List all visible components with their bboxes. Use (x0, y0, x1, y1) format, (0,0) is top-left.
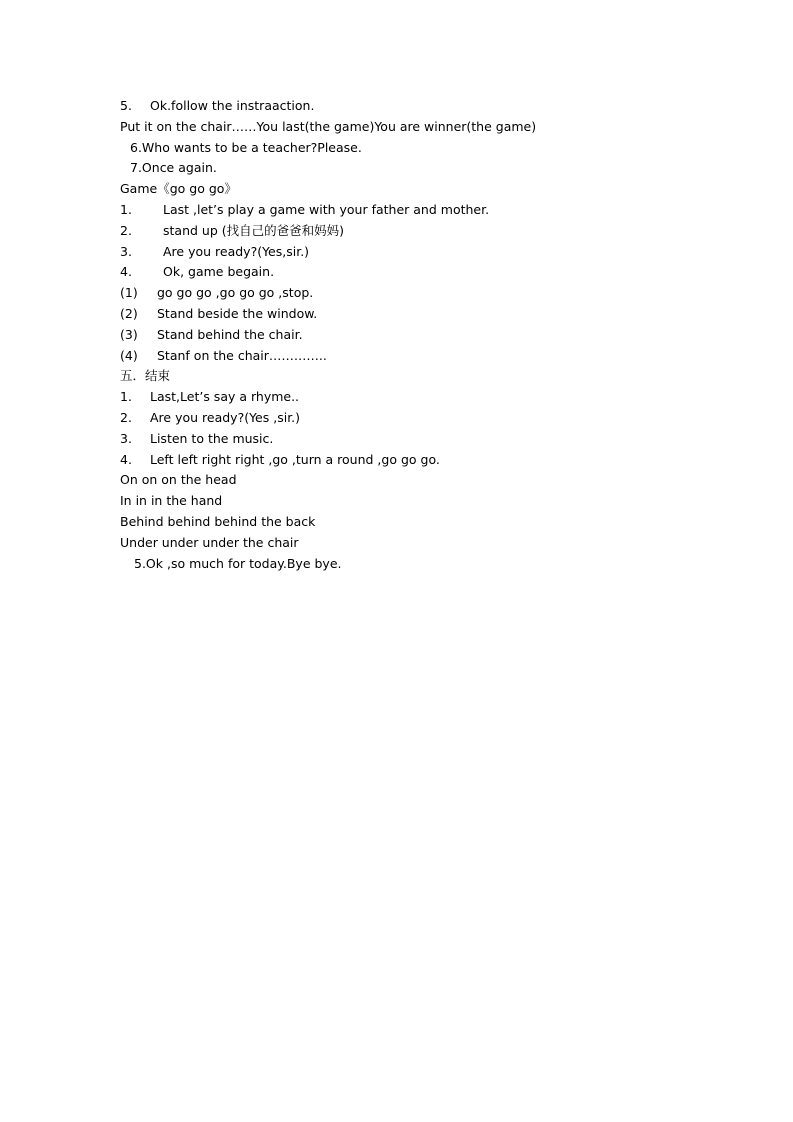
list-text: Stand behind the chair. (157, 326, 303, 342)
ending-step-3 (120, 429, 720, 450)
ending-step-2 (120, 408, 720, 429)
step-5-line (120, 96, 720, 117)
game-step-3 (120, 242, 720, 263)
list-number: (3) (120, 326, 138, 342)
list-number: 3. (120, 243, 132, 259)
rhyme-line-2: In in in the hand (120, 493, 223, 509)
game-step-4 (120, 262, 720, 283)
list-number: 2. (120, 409, 132, 425)
closing-line: 5.Ok ,so much for today.Bye bye. (134, 555, 342, 571)
game-step-2 (120, 221, 720, 242)
ending-step-4 (120, 450, 720, 471)
list-text: Left left right right ,go ,turn a round ,go go go. (150, 451, 440, 467)
step-6-line: 6.Who wants to be a teacher?Please. (130, 139, 362, 155)
list-text: Are you ready?(Yes,sir.) (163, 243, 310, 259)
list-number: (2) (120, 305, 138, 321)
section-heading: 五．结束 (120, 368, 171, 384)
ending-step-1 (120, 387, 720, 408)
list-text: go go go ,go go go ,stop. (157, 285, 314, 301)
list-number: 5. (120, 98, 132, 113)
rhyme-line-3: Behind behind behind the back (120, 513, 316, 529)
document-body (120, 96, 720, 574)
list-text: Listen to the music. (150, 430, 274, 446)
list-text: Ok, game begain. (163, 264, 275, 280)
list-text: Stanf on the chair………….. (157, 347, 327, 363)
list-text: Last ,let’s play a game with your father and mother. (163, 201, 490, 217)
list-number: (4) (120, 347, 138, 363)
step-7-line: 7.Once again. (130, 160, 217, 176)
game-substep-4 (120, 346, 720, 367)
game-substep-3 (120, 325, 720, 346)
list-text: Last,Let’s say a rhyme.. (150, 389, 300, 405)
list-number: 3. (120, 430, 132, 446)
list-text: stand up (找自己的爸爸和妈妈) (163, 222, 344, 238)
list-text: Are you ready?(Yes ,sir.) (150, 409, 301, 425)
list-number: 4. (120, 451, 132, 467)
game-step-1 (120, 200, 720, 221)
list-number: 1. (120, 389, 132, 405)
rhyme-line-1: On on on the head (120, 472, 237, 488)
game-title: Game《go go go》 (120, 181, 237, 197)
list-number: 1. (120, 201, 132, 217)
list-number: 4. (120, 264, 132, 280)
list-text: Ok.follow the instraaction. (150, 98, 315, 113)
game-substep-2 (120, 304, 720, 325)
game-substep-1 (120, 283, 720, 304)
list-number: (1) (120, 285, 138, 301)
list-text: Stand beside the window. (157, 305, 318, 321)
instruction-line: Put it on the chair……You last(the game)You are winner(the game) (120, 118, 537, 134)
rhyme-line-4: Under under under the chair (120, 534, 299, 550)
list-number: 2. (120, 222, 132, 238)
